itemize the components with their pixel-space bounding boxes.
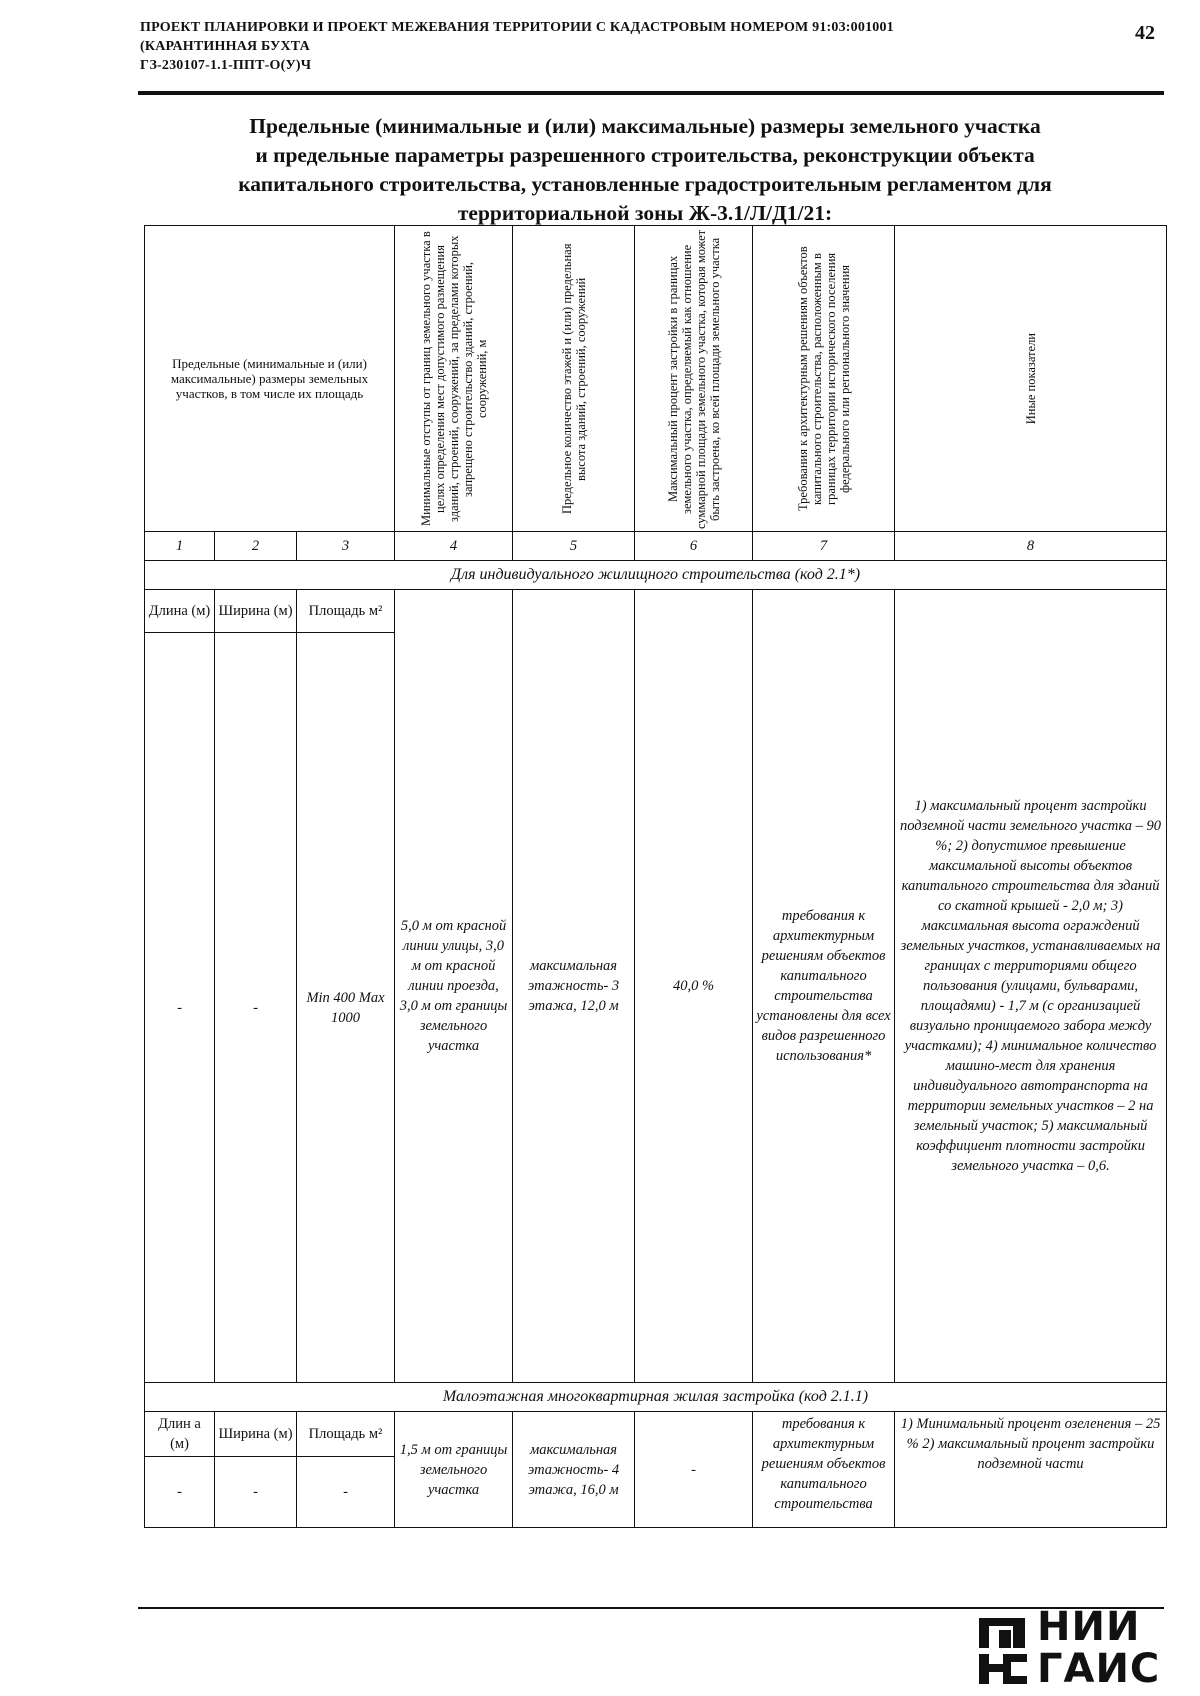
document-header: [140, 18, 1060, 75]
header-document-code: ГЗ-230107-1.1-ППТ-О(У)Ч: [140, 58, 312, 73]
column-number: 2: [215, 532, 297, 561]
section-heading-lowrise: Малоэтажная многоквартирная жилая застройка (код 2.1.1): [145, 1383, 1167, 1412]
cell-length: -: [145, 633, 215, 1383]
header-setbacks: Минимальные отступы от границ земельного участка в целях определения мест допустимого размещения зданий, строений, сооружений, за пределами которых запрещено строительство зданий, строений, сооружений, м: [395, 226, 513, 532]
header-location: (КАРАНТИННАЯ БУХТА: [140, 39, 310, 54]
section-title-line: Предельные (минимальные и (или) максимальные) размеры земельного участка: [249, 114, 1041, 138]
subheader-area: Площадь м²: [297, 1412, 395, 1457]
header-coverage: Максимальный процент застройки в границах земельного участка, определяемый как отношение суммарной площади земельного участка, которая может быть застроена, ко всей площади земельного участка: [635, 226, 753, 532]
header-plot-sizes: Предельные (минимальные и (или) максимальные) размеры земельных участков, в том числе их площадь: [145, 226, 395, 532]
regulations-table: [144, 225, 1167, 1528]
subheader-area: Площадь м²: [297, 590, 395, 633]
table-row: [145, 590, 1167, 633]
column-number: 6: [635, 532, 753, 561]
section-title: [140, 112, 1150, 228]
company-logo: [975, 1604, 1161, 1692]
footer-rule: [138, 1607, 1164, 1609]
cell-floors: максимальная этажность- 4 этажа, 16,0 м: [513, 1412, 635, 1528]
subheader-width: Ширина (м): [215, 1412, 297, 1457]
header-other: Иные показатели: [895, 226, 1167, 532]
header-rule: [138, 91, 1164, 95]
section-row: [145, 561, 1167, 590]
column-number: 5: [513, 532, 635, 561]
section-title-line: капитального строительства, установленные градостроительным регламентом для: [238, 172, 1052, 196]
header-project-title: ПРОЕКТ ПЛАНИРОВКИ И ПРОЕКТ МЕЖЕВАНИЯ ТЕРРИТОРИИ С КАДАСТРОВЫМ НОМЕРОМ 91:03:001001: [140, 20, 894, 35]
column-number: 7: [753, 532, 895, 561]
column-number: 3: [297, 532, 395, 561]
cell-area: Min 400 Max 1000: [297, 633, 395, 1383]
cell-setbacks: 5,0 м от красной линии улицы, 3,0 м от красной линии проезда, 3,0 м от границы земельного участка: [395, 590, 513, 1383]
cell-architecture: требования к архитектурным решениям объектов капитального строительства: [753, 1412, 895, 1528]
subheader-length: Длина (м): [145, 590, 215, 633]
cell-length: -: [145, 1457, 215, 1528]
cell-other-indicators: 1) Минимальный процент озеленения – 25 % 2) максимальный процент застройки подземной части: [895, 1412, 1167, 1528]
column-number: 8: [895, 532, 1167, 561]
section-title-line: территориальной зоны Ж-3.1/Л/Д1/21:: [457, 201, 833, 225]
cell-coverage: 40,0 %: [635, 590, 753, 1383]
cell-coverage: -: [635, 1412, 753, 1528]
section-row: [145, 1383, 1167, 1412]
cell-width: -: [215, 1457, 297, 1528]
cell-other-indicators: 1) максимальный процент застройки подземной части земельного участка – 90 %; 2) допустимое превышение максимальной высоты объектов капитального строительства для зданий со скатной крышей - 2,0 м; 3) максимальная высота ограждений земельных участков, устанавливаемых на границах с территориями общего пользования (улицами, бульварами, площадями) - 1,7 м (с организацией визуально проницаемого забора между участками); 4) минимальное количество машино-мест для хранения индивидуального автотранспорта на территории земельных участков – 2 на земельный участок; 5) максимальный коэффициент плотности застройки земельного участка – 0,6.: [895, 590, 1167, 1383]
column-number-row: [145, 532, 1167, 561]
cell-architecture: требования к архитектурным решениям объектов капитального строительства установлены для всех видов разрешенного использования*: [753, 590, 895, 1383]
logo-mark-icon: [975, 1614, 1030, 1688]
cell-floors: максимальная этажность- 3 этажа, 12,0 м: [513, 590, 635, 1383]
cell-width: -: [215, 633, 297, 1383]
section-title-line: и предельные параметры разрешенного строительства, реконструкции объекта: [255, 143, 1035, 167]
logo-text-line: НИИ: [1037, 1604, 1141, 1650]
table-row: [145, 1412, 1167, 1457]
table-header-row: [145, 226, 1167, 532]
cell-area: -: [297, 1457, 395, 1528]
subheader-length: Длин а (м): [145, 1412, 215, 1457]
cell-setbacks: 1,5 м от границы земельного участка: [395, 1412, 513, 1528]
header-floors: Предельное количество этажей и (или) предельная высота зданий, строений, сооружений: [513, 226, 635, 532]
header-architecture: Требования к архитектурным решениям объектов капитального строительства, расположенным в границах территории исторического поселения федерального или регионального значения: [753, 226, 895, 532]
page-number: 42: [1135, 22, 1155, 44]
logo-text-line: ГАИС: [1037, 1646, 1161, 1692]
section-heading-ijs: Для индивидуального жилищного строительства (код 2.1*): [145, 561, 1167, 590]
subheader-width: Ширина (м): [215, 590, 297, 633]
logo-wordmark: [1037, 1606, 1160, 1690]
column-number: 4: [395, 532, 513, 561]
column-number: 1: [145, 532, 215, 561]
